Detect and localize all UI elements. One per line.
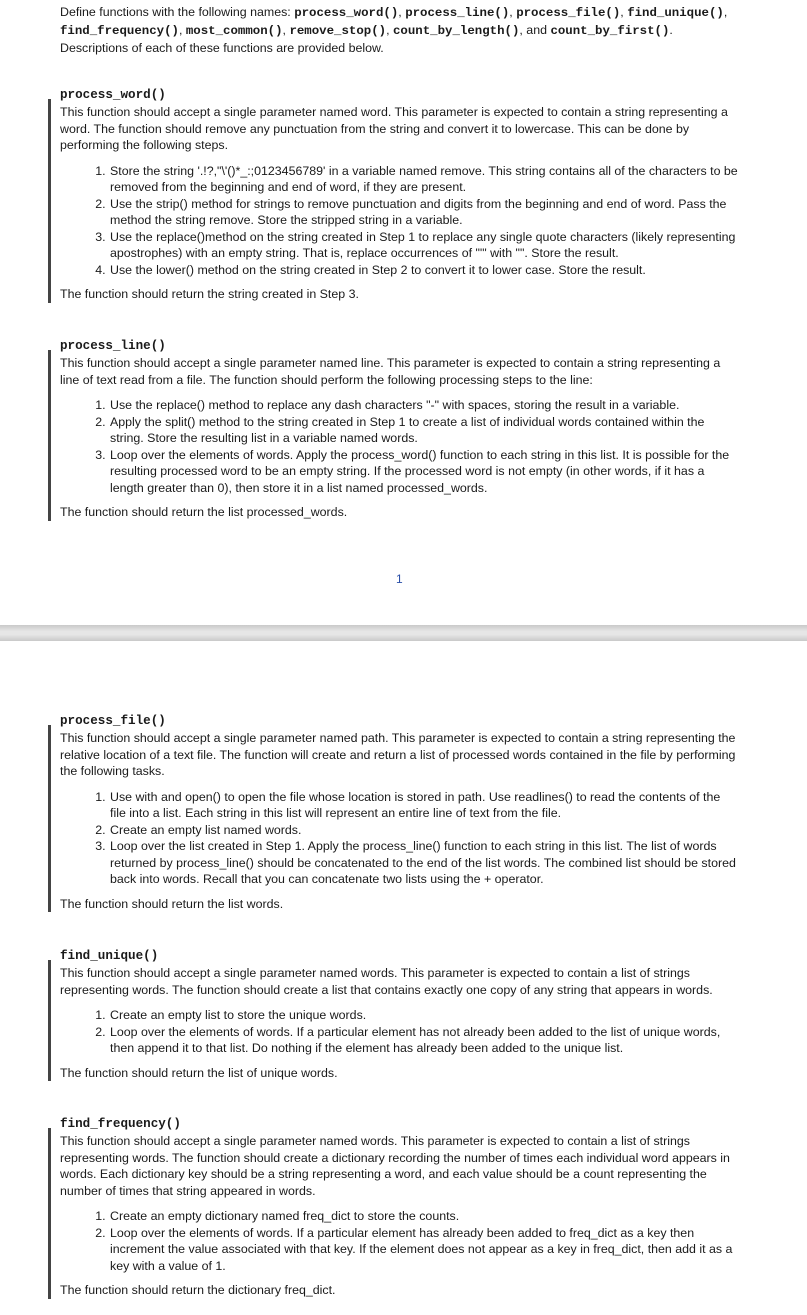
fn-name: count_by_length()	[393, 24, 520, 38]
section-description: This function should accept a single parameter named words. This parameter is expected to contain a list of strings representing words. The function should create a list that contains exactly one copy of any string that appears in words.	[60, 966, 713, 997]
section-bar	[48, 350, 51, 521]
section-process-line	[48, 338, 738, 521]
fn-name: count_by_first()	[550, 24, 670, 38]
section-description: This function should accept a single parameter named word. This parameter is expected to contain a string representing a word. The function should remove any punctuation from the string and convert it to lowercase. This can be done by performing the following steps.	[60, 105, 728, 152]
step-list	[48, 163, 738, 279]
section-return: The function should return the list of unique words.	[60, 1065, 338, 1080]
page-2	[0, 641, 807, 1315]
intro-tail: Descriptions of each of these functions are provided below.	[60, 41, 384, 55]
step-item: 3. Use the replace()method on the string created in Step 1 to replace any single quote characters (likely representing apostrophes) with an empty string. That is, replace occurrences of "'" with "". Store the result.	[109, 229, 738, 262]
step-item: 1. Create an empty list to store the unique words.	[109, 1007, 738, 1024]
fn-name: find_unique()	[627, 6, 724, 20]
section-return: The function should return the list words.	[60, 896, 284, 911]
fn-name: process_word()	[294, 6, 399, 20]
step-item: 1. Use the replace() method to replace any dash characters "-" with spaces, storing the result in a variable.	[109, 397, 738, 414]
section-process-word	[48, 87, 738, 303]
section-bar	[48, 960, 51, 1081]
section-bar	[48, 1128, 51, 1299]
page-1	[0, 0, 807, 625]
fn-name: find_frequency()	[60, 24, 179, 38]
step-list	[48, 397, 738, 496]
step-list	[48, 1208, 738, 1274]
fn-name: process_line()	[405, 6, 510, 20]
step-item: 1. Create an empty dictionary named freq_dict to store the counts.	[109, 1208, 738, 1225]
intro-paragraph: Define functions with the following names: process_word(), process_line(), process_file(), find_unique(), find_frequency(), most_common(), remove_stop(), count_by_length(), and count_by_first(). Descriptions of each of these functions are provided below.	[60, 5, 728, 55]
section-description: This function should accept a single parameter named path. This parameter is expected to contain a string representing the relative location of a text file. The function will create and return a list of processed words contained in the file by performing the following tasks.	[60, 731, 736, 778]
step-item: 2. Loop over the elements of words. If a particular element has not already been added to the list of unique words, then append it to that list. Do nothing if the element has already been added to the unique list.	[109, 1024, 738, 1057]
page-separator	[0, 625, 807, 641]
step-item: 2. Use the strip() method for strings to remove punctuation and digits from the beginning and end of word. Pass the method the string remove. Store the stripped string in a variable.	[109, 196, 738, 229]
step-item: 4. Use the lower() method on the string created in Step 2 to convert it to lower case. Store the result.	[109, 262, 738, 279]
section-find-frequency	[48, 1116, 738, 1299]
step-item: 3. Loop over the list created in Step 1. Apply the process_line() function to each string in this list. The list of words returned by process_line() should be concatenated to the end of the list words. The combined list should be stored back into words. Recall that you can concatenate two lists using the + operator.	[109, 838, 738, 888]
section-return: The function should return the dictionary freq_dict.	[60, 1283, 336, 1297]
section-description: This function should accept a single parameter named line. This parameter is expected to contain a string representing a line of text read from a file. The function should perform the following processing steps to the line:	[60, 356, 721, 387]
step-item: 2. Loop over the elements of words. If a particular element has already been added to freq_dict as a key then increment the value associated with that key. If the element does not appear as a key in freq_dict, then add it as a key with a value of 1.	[109, 1225, 738, 1275]
section-return: The function should return the string created in Step 3.	[60, 287, 359, 301]
section-description: This function should accept a single parameter named words. This parameter is expected to contain a list of strings representing words. The function should create a dictionary recording the number of times each individual word appears in words. Each dictionary key should be a string representing a word, and each value should be a count representing the number of times that string appeared in words.	[60, 1134, 730, 1198]
step-item: 2. Create an empty list named words.	[109, 822, 738, 839]
section-return: The function should return the list processed_words.	[60, 505, 348, 519]
step-item: 3. Loop over the elements of words. Apply the process_word() function to each string in this list. It is possible for the resulting processed word to be an empty string. If the processed word is not empty (in other words, if it has a length greater than 0), then store it in a list named processed_words.	[109, 447, 738, 497]
section-title: process_file()	[60, 714, 166, 728]
section-process-file	[48, 713, 738, 912]
section-title: process_word()	[60, 88, 166, 102]
step-list	[48, 789, 738, 888]
step-item: 1. Store the string '.!?,"\'()*_:;0123456789' in a variable named remove. This string contains all of the characters to be removed from the beginning and end of word, if they are present.	[109, 163, 738, 196]
section-bar	[48, 725, 51, 912]
section-bar	[48, 99, 51, 303]
intro-and: and	[526, 23, 547, 37]
fn-name: process_file()	[516, 6, 621, 20]
fn-name: remove_stop()	[289, 24, 387, 38]
step-item: 2. Apply the split() method to the string created in Step 1 to create a list of individual words contained within the string. Store the resulting list in a variable named words.	[109, 414, 738, 447]
fn-name: most_common()	[185, 24, 283, 38]
step-list	[48, 1007, 738, 1057]
section-find-unique	[48, 948, 738, 1081]
intro-lead: Define functions with the following names:	[60, 5, 291, 19]
section-title: find_unique()	[60, 949, 159, 963]
page-number: 1	[396, 572, 403, 586]
section-title: find_frequency()	[60, 1117, 181, 1131]
section-title: process_line()	[60, 339, 166, 353]
step-item: 1. Use with and open() to open the file whose location is stored in path. Use readlines() to read the contents of the file into a list. Each string in this list will represent an entire line of text from the file.	[109, 789, 738, 822]
